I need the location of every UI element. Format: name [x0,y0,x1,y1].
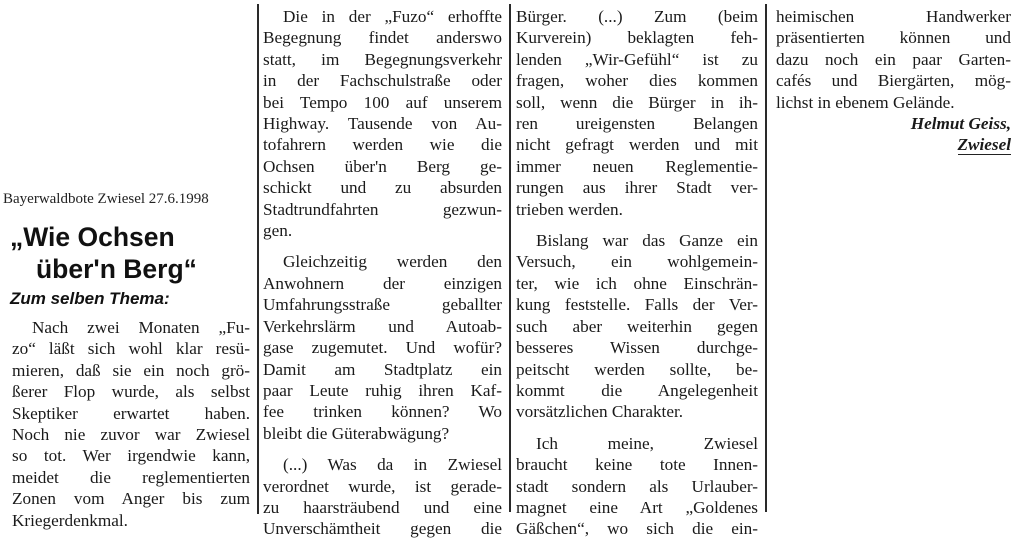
text-line: cafés und Biergärten, mög- [776,71,1011,91]
text-line: ßerer Flop wurde, als selbst [12,382,250,402]
text-line: Versuch, ein wohlgemein- [516,252,758,272]
column-rule-1 [257,4,259,514]
text-line: Noch nie zuvor war Zwiesel [12,425,250,445]
text-line: Zonen vom Anger bis zum [12,489,250,509]
text-line: präsentierten können und [776,28,1011,48]
text-line: paar Leute ruhig ihren Kaf- [263,380,502,400]
paragraph [516,230,758,423]
text-line: ter, wie ich ohne Einschrän- [516,273,758,293]
text-line: Kriegerdenkmal. [12,510,128,530]
text-line: gen. [263,221,293,241]
text-line: Damit am Stadtplatz ein [263,359,502,379]
text-line: Kurverein) beklagten feh- [516,28,758,48]
paragraph [516,433,758,540]
text-line: lichst in ebenem Gelände. [776,92,955,112]
signature-place [776,134,1011,155]
text-line: Ochsen über'n Berg ge- [263,156,502,176]
text-line: immer neuen Reglementie- [516,156,758,176]
text-line: tofahrern werden wie die [263,135,502,155]
text-line: stadt sondern als Urlauber- [516,476,758,496]
text-line: Gäßchen“, wo sich die ein- [516,519,758,539]
signature-place-text: Zwiesel [957,135,1011,155]
text-line: Nach zwei Monaten „Fu- [32,318,250,337]
text-line: Highway. Tausende von Au- [263,114,502,134]
column-rule-3 [765,4,767,512]
headline [10,221,197,285]
text-line: peitscht werden sollte, be- [516,359,758,379]
text-line: bleibt die Güterabwägung? [263,423,450,443]
text-line: Anwohnern der einzigen [263,273,502,293]
headline-line-2: über'n Berg“ [36,254,197,284]
text-line: lenden „Wir-Gefühl“ ist zu [516,49,758,69]
text-line: Unverschämtheit gegen die [263,519,502,539]
text-line: Umfahrungsstraße geballter [263,295,502,315]
text-line: Begegnung findet anderswo [263,28,502,48]
text-line: soll, wenn die Bürger in ih- [516,92,758,112]
text-line: zu haarsträubend und eine [263,497,502,517]
text-line: in der Fachschulstraße oder [263,71,502,91]
column-2 [263,6,502,550]
text-line: bei Tempo 100 auf unserem [263,92,502,112]
paragraph [516,6,758,220]
text-line: besseres Wissen durchge- [516,338,758,358]
text-line: dazu noch ein paar Garten- [776,49,1011,69]
text-line: kung feststelle. Falls der Ver- [516,295,758,315]
signature-name: Helmut Geiss, [910,114,1011,134]
text-line: rungen aus ihrer Stadt ver- [516,178,758,198]
column-3 [516,6,758,550]
column-1 [12,317,250,531]
text-line: (...) Was da in Zwiesel [283,455,502,475]
text-line: zo“ läßt sich wohl klar resü- [12,339,250,359]
text-line: such aber weiterhin gegen [516,316,758,336]
text-line: trieben werden. [516,199,623,219]
text-line: ren ureigensten Belangen [516,114,758,134]
text-line: vorsätzlichen Charakter. [516,402,684,422]
text-line: so tot. Wer irgendwie kann, [12,446,250,466]
text-line: meidet die reglementierten [12,467,250,487]
text-line: Die in der „Fuzo“ erhoffte [283,7,502,26]
column-rule-2 [509,4,511,512]
headline-line-1: „Wie Ochsen [10,222,175,252]
text-line: verordnet wurde, ist gerade- [263,476,502,496]
text-line: Bürger. (...) Zum (beim [516,7,758,26]
text-line: kommt die Angelegenheit [516,380,758,400]
text-line: Gleichzeitig werden den [283,252,502,272]
text-line: Bislang war das Ganze ein [536,231,758,251]
paragraph [263,6,502,241]
column-4 [776,6,1011,156]
text-line: braucht keine tote Innen- [516,455,758,475]
paragraph [263,454,502,540]
text-line: Ich meine, Zwiesel [536,433,758,453]
text-line: mieren, daß sie ein noch grö- [12,360,250,380]
text-line: Skeptiker erwartet haben. [12,403,250,423]
text-line: magnet eine Art „Goldenes [516,497,758,517]
text-line: fragen, woher dies kommen [516,71,758,91]
text-line: schickt und zu absurden [263,178,502,198]
paragraph [263,251,502,444]
kicker: Zum selben Thema: [10,289,170,308]
text-line: statt, im Begegnungsverkehr [263,49,502,69]
text-line: fee trinken können? Wo [263,402,502,422]
text-line: Verkehrslärm und Autoab- [263,316,502,336]
source-caption: Bayerwaldbote Zwiesel 27.6.1998 [3,191,209,207]
text-line: nicht gefragt werden und mit [516,135,758,155]
text-line: gase zugemutet. Und wofür? [263,338,502,358]
text-line: Stadtrundfahrten gezwun- [263,199,502,219]
text-line: heimischen Handwerker [776,7,1011,26]
